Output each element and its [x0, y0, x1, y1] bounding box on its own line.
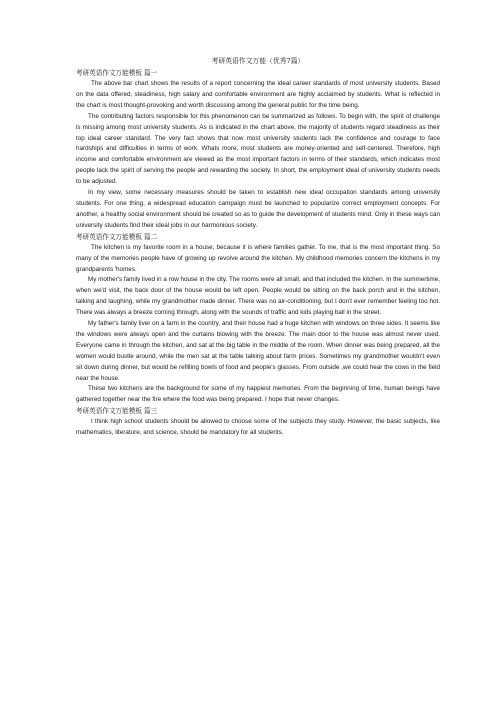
- section-3: [76, 406, 440, 439]
- paragraph: My mother's family lived in a row house in the city. The rooms were all small, and that included the kitchen. In the summertime, when we'd visit, the back door of the house would be left open. People would be sitting on the back porch and in the kitchen, talking and laughing, while my grandmother made dinner. There was no air-conditioning, but I don't ever remember feeling too hot. There was always a breeze coming through, along with the sounds of traffic and kids playing ball in the street.: [76, 276, 440, 317]
- section-heading: 考研英语作文万能模板 篇一: [76, 69, 158, 77]
- section-1: [76, 68, 440, 232]
- section-heading: 考研英语作文万能模板 篇二: [76, 232, 158, 241]
- paragraph: I think high school students should be allowed to choose some of the subjects they study. However, the basic subjects, like mathematics, literature, and science, should be mandatory for all students.: [76, 418, 440, 437]
- paragraph: The contributing factors responsible for this phenomenon can be summarized as follows. To begin with, the spirit of challenge is missing among most university students. As is indicated in the chart above, the majority of students regard steadiness as their top ideal career standard. The very fact shows that now most university students lack the confidence and courage to face hardships and difficulties in terms of work. Whats more, most students are money-oriented and self-centered. Therefore, high income and comfortable environment are viewed as the most important factors in terms of their standards, which indicates most people lack the spirit of serving the people and rewarding the society. In short, the employment ideal of university students needs to be adjusted.: [76, 112, 440, 186]
- section-2: [76, 232, 440, 407]
- paragraph: These two kitchens are the background for some of my happiest memories. From the beginning of time, human beings have gathered together near the fire where the food was being prepared. I hope that never changes.: [76, 385, 440, 404]
- paragraph: My father's family liver on a farm in the country, and their house had a huge kitchen with windows on three sides. It seems like the windows were always open and the curtains blowing with the breeze. The main door to the house was almost never used. Everyone came in through the kitchen, and sat at the big table in the middle of the room. When dinner was being prepared, all the women would bustle around, while the men sat at the table talking about farm prices. Sometimes my grandmother wouldn't even sit down during dinner, but would be refilling bowls of food and people's glasses. From outside ,we could hear the cows in the field near the house.: [76, 320, 440, 382]
- section-heading: 考研英语作文万能模板 篇三: [76, 407, 158, 416]
- paragraph: The above bar chart shows the results of a report concerning the ideal career standards of most university students. Based on the data offered, steadiness, high salary and comfortable environment are highly acclaimed by students. What is reflected in the chart is most thought-provoking and worth discussing among the general public for the time being.: [76, 80, 440, 109]
- paragraph: The kitchen is my favorite room in a house, because it is where families gather. To me, that is the most important thing. So many of the memories people have of growing up revolve around the kitchen. My childhood memories concern the kitchens in my grandparents 'homes.: [76, 243, 440, 273]
- document-title: 考研英语作文万能（优秀7篇）: [211, 57, 305, 65]
- paragraph: In my view, some necessary measures should be taken to establish new ideal occupation standards among university students. For one thing, a widespread education campaign must be launched to popularize correct employment concepts. For another, a healthy social environment should be created so as to guide the development of students mind. Only in these ways can university students find their ideal jobs in our harmonious society.: [76, 189, 440, 229]
